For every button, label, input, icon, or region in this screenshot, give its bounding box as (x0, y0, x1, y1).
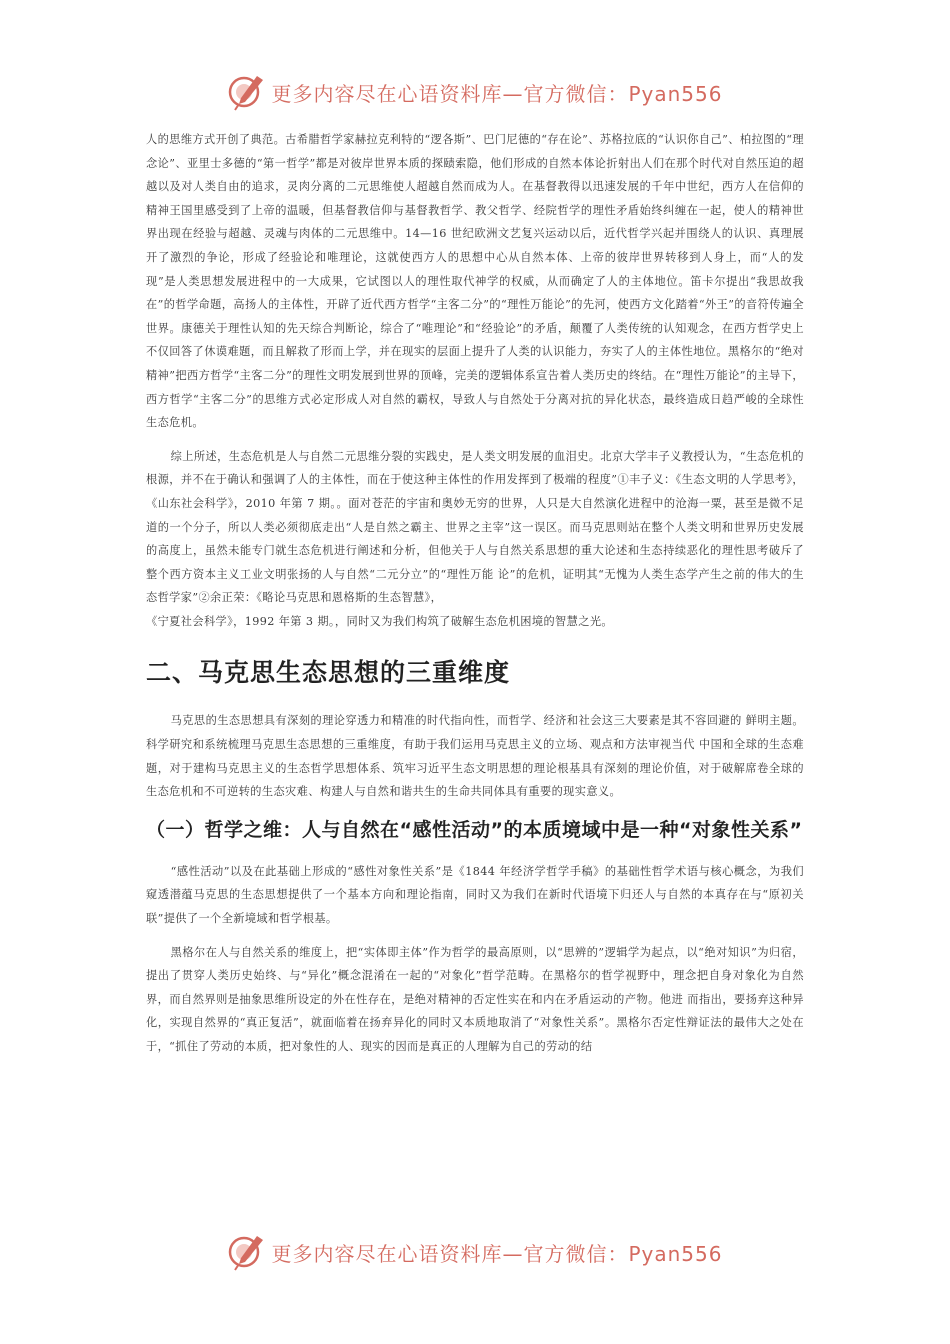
document-body (146, 128, 804, 1059)
body-paragraph: 人的思维方式开创了典范。古希腊哲学家赫拉克利特的“逻各斯”、巴门尼德的“存在论”、苏格拉底的“认识你自己”、柏拉图的“理念论”、亚里士多德的“第一哲学”都是对彼岸世界本质的探赜索隐，他们形成的自然本体论折射出人们在那个时代对自然压迫的超越以及对人类自由的追求，灵肉分离的二元思维使人超越自然而成为人。在基督教得以迅速发展的千年中世纪，西方人在信仰的精神王国里感受到了上帝的温暖，但基督教信仰与基督教哲学、教父哲学、经院哲学的理性矛盾始终纠缠在一起，使人的精神世界出现在经验与超越、灵魂与肉体的二元思维中。14—16 世纪欧洲文艺复兴运动以后，近代哲学兴起并围绕人的认识、真理展开了激烈的争论，形成了经验论和唯理论，这就使西方人的思想中心从自然本体、上帝的彼岸世界转移到人身上，而“人的发现”是人类思想发展进程中的一大成果，它试图以人的理性取代神学的权威，从而确定了人的主体地位。笛卡尔提出“我思故我在”的哲学命题，高扬人的主体性，开辟了近代西方哲学“主客二分”的“理性万能论”的先河，使西方文化踏着“外王”的音符传遍全世界。康德关于理性认知的先天综合判断论，综合了“唯理论”和“经验论”的矛盾，颠覆了人类传统的认知观念，在西方哲学史上不仅回答了休谟难题，而且解救了形而上学，并在现实的层面上提升了人类的认识能力，夯实了人的主体性地位。黑格尔的“绝对精神”把西方哲学“主客二分”的理性文明发展到世界的顶峰，完美的逻辑体系宣告着人类历史的终结。在“理性万能论”的主导下，西方哲学“主客二分”的思维方式必定形成人对自然的霸权，导致人与自然处于分离对抗的异化状态，最终造成日趋严峻的全球性生态危机。 (146, 133, 804, 430)
pen-logo-icon (227, 1232, 267, 1272)
header-banner-text: 更多内容尽在心语资料库—官方微信：Pyan556 (271, 81, 723, 106)
body-paragraph-continuation: 《宁夏社会科学》，1992 年第 3 期。，同时又为我们构筑了破解生态危机困境的智慧之光。 (146, 614, 613, 628)
body-paragraph: 综上所述，生态危机是人与自然二元思维分裂的实践史，是人类文明发展的血泪史。北京大学丰子义教授认为，“生态危机的根源，并不在于确认和强调了人的主体性，而在于使这种主体性的作用发挥到了极端的程度”①丰子义：《生态文明的人学思考》，《山东社会科学》，2010 年第 7 期。。面对苍茫的宇宙和奥妙无穷的世界，人只是大自然演化进程中的沧海一粟，甚至是微不足道的一个分子，所以人类必须彻底走出“人是自然之霸主、世界之主宰”这一误区。而马克思则站在整个人类文明和世界历史发展的高度上，虽然未能专门就生态危机进行阐述和分析，但他关于人与自然关系思想的重大论述和生态持续恶化的理性思考破斥了整个西方资本主义工业文明张扬的人与自然“二元分立”的“理性万能 论”的危机，证明其“无愧为人类生态学产生之前的伟大的生态哲学家”②余正荣：《略论马克思和恩格斯的生态智慧》， (146, 449, 804, 605)
pen-logo-icon (227, 72, 267, 112)
subsection-heading: （一）哲学之维：人与自然在“感性活动”的本质境域中是一种“对象性关系” (146, 818, 803, 841)
section-heading: 二、马克思生态思想的三重维度 (146, 658, 511, 688)
header-banner (0, 70, 950, 114)
footer-banner-text: 更多内容尽在心语资料库—官方微信：Pyan556 (271, 1241, 723, 1266)
body-paragraph: 黑格尔在人与自然关系的维度上，把“实体即主体”作为哲学的最高原则，以“思辨的”逻辑学为起点，以“绝对知识”为归宿，提出了贯穿人类历史始终、与“异化”概念混淆在一起的“对象化”哲学范畴。在黑格尔的哲学视野中，理念把自身对象化为自然界，而自然界则是抽象思维所设定的外在性存在，是绝对精神的否定性实在和内在矛盾运动的产物。他进 而指出，要扬弃这种异化，实现自然界的“真正复活”，就面临着在扬弃异化的同时又本质地取消了“对象性关系”。黑格尔否定性辩证法的最伟大之处在于，“抓住了劳动的本质，把对象性的人、现实的因而是真正的人理解为自己的劳动的结 (146, 945, 804, 1053)
footer-banner (0, 1230, 950, 1274)
body-paragraph: “感性活动”以及在此基础上形成的“感性对象性关系”是《1844 年经济学哲学手稿》的基础性哲学术语与核心概念，为我们窥透潜蕴马克思的生态思想提供了一个基本方向和理论指南，同时又为我们在新时代语境下归还人与自然的本真存在与“原初关联”提供了一个全新境域和哲学根基。 (146, 864, 804, 926)
body-paragraph: 马克思的生态思想具有深刻的理论穿透力和精准的时代指向性，而哲学、经济和社会这三大要素是其不容回避的 鲜明主题。科学研究和系统梳理马克思生态思想的三重维度，有助于我们运用马克思主义的立场、观点和方法审视当代 中国和全球的生态难题，对于建构马克思主义的生态哲学思想体系、筑牢习近平生态文明思想的理论根基具有深刻的理论价值，对于破解席卷全球的生态危机和不可逆转的生态灾难、构建人与自然和谐共生的生命共同体具有重要的现实意义。 (146, 714, 804, 799)
